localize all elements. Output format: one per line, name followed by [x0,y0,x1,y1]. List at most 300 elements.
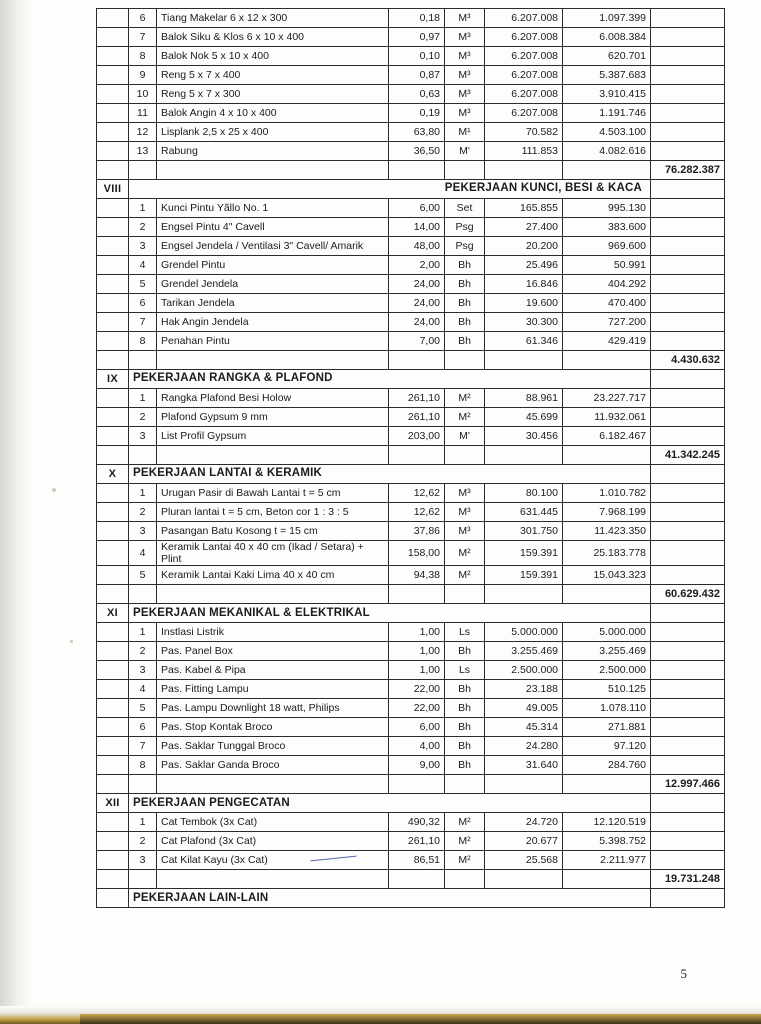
row-description: Pas. Saklar Tunggal Broco [157,737,389,756]
row-total [651,566,725,585]
row-description: Pas. Fitting Lampu [157,680,389,699]
row-description: Engsel Pintu 4" Cavell [157,218,389,237]
row-unit: M² [445,813,485,832]
spacer-cell [389,161,445,180]
row-volume: 1,00 [389,661,445,680]
section-title: PEKERJAAN LANTAI & KERAMIK [129,465,651,484]
table-row [97,256,725,275]
spacer-cell [97,585,129,604]
row-description: Cat Tembok (3x Cat) [157,813,389,832]
table-row [97,237,725,256]
row-roman [97,142,129,161]
spacer-cell [157,161,389,180]
spacer-cell [97,161,129,180]
spacer-cell [485,351,563,370]
row-number: 3 [129,851,157,870]
table-row [97,541,725,566]
spacer-cell [129,775,157,794]
spacer-cell [157,585,389,604]
row-description: Pluran lantai t = 5 cm, Beton cor 1 : 3 : 5 [157,503,389,522]
row-unit: M³ [445,66,485,85]
subtotal-amount: 76.282.387 [651,161,725,180]
row-amount: 995.130 [563,199,651,218]
row-unit: Bh [445,332,485,351]
spacer-cell [129,870,157,889]
row-amount: 969.600 [563,237,651,256]
row-volume: 63,80 [389,123,445,142]
row-roman [97,680,129,699]
row-roman [97,275,129,294]
row-volume: 203,00 [389,427,445,446]
table-row [97,142,725,161]
row-unit-price: 2.500.000 [485,661,563,680]
row-unit-price: 88.961 [485,389,563,408]
row-description: Balok Siku & Klos 6 x 10 x 400 [157,28,389,47]
section-title: PEKERJAAN KUNCI, BESI & KACA [129,180,651,199]
row-unit: Bh [445,737,485,756]
row-volume: 1,00 [389,623,445,642]
row-unit-price: 6.207.008 [485,47,563,66]
spacer-cell [157,446,389,465]
row-roman [97,66,129,85]
spacer-cell [445,775,485,794]
row-volume: 490,32 [389,813,445,832]
table-row [97,66,725,85]
row-description: Pas. Kabel & Pipa [157,661,389,680]
row-amount: 11.423.350 [563,522,651,541]
row-unit: M² [445,851,485,870]
row-roman [97,237,129,256]
row-amount: 1.097.399 [563,9,651,28]
row-unit: M³ [445,9,485,28]
row-number: 13 [129,142,157,161]
row-volume: 0,97 [389,28,445,47]
row-unit: M² [445,832,485,851]
table-row [97,389,725,408]
row-number: 4 [129,541,157,566]
row-amount: 6.008.384 [563,28,651,47]
row-unit: Bh [445,275,485,294]
row-description: List Profil Gypsum [157,427,389,446]
row-unit: M³ [445,484,485,503]
row-total [651,522,725,541]
section-roman: VIII [97,180,129,199]
row-roman [97,484,129,503]
row-unit: M² [445,389,485,408]
page-number: 5 [680,966,687,981]
row-total [651,66,725,85]
table-row [97,218,725,237]
spacer-cell [563,446,651,465]
section-roman: IX [97,370,129,389]
section-header-row [97,465,725,484]
row-description: Reng 5 x 7 x 400 [157,66,389,85]
spacer-cell [97,351,129,370]
row-total [651,142,725,161]
row-unit: Bh [445,756,485,775]
section-roman [97,889,129,908]
table-row [97,661,725,680]
row-unit: M³ [445,104,485,123]
section-total [651,794,725,813]
row-volume: 12,62 [389,484,445,503]
row-description: Grendel Pintu [157,256,389,275]
row-volume: 12,62 [389,503,445,522]
row-number: 6 [129,9,157,28]
row-number: 2 [129,503,157,522]
spacer-cell [563,775,651,794]
spacer-cell [445,351,485,370]
table-row [97,9,725,28]
row-total [651,699,725,718]
row-description: Hak Angin Jendela [157,313,389,332]
spacer-cell [97,775,129,794]
section-roman: X [97,465,129,484]
table-row [97,275,725,294]
boq-table [96,8,725,908]
row-total [651,737,725,756]
row-number: 3 [129,237,157,256]
subtotal-amount: 4.430.632 [651,351,725,370]
row-roman [97,408,129,427]
row-number: 4 [129,256,157,275]
row-amount: 5.000.000 [563,623,651,642]
row-roman [97,699,129,718]
row-roman [97,756,129,775]
row-roman [97,218,129,237]
row-amount: 15.043.323 [563,566,651,585]
row-number: 5 [129,699,157,718]
row-description: Tarikan Jendela [157,294,389,313]
row-volume: 24,00 [389,313,445,332]
row-unit: M² [445,566,485,585]
row-total [651,199,725,218]
spacer-cell [445,870,485,889]
row-unit: M² [445,408,485,427]
row-amount: 620.701 [563,47,651,66]
row-total [651,851,725,870]
row-volume: 2,00 [389,256,445,275]
section-header-row [97,604,725,623]
row-description: Kunci Pintu Yãllo No. 1 [157,199,389,218]
row-description: Pas. Stop Kontak Broco [157,718,389,737]
row-number: 1 [129,623,157,642]
section-title: PEKERJAAN MEKANIKAL & ELEKTRIKAL [129,604,651,623]
row-number: 3 [129,427,157,446]
spacer-cell [445,585,485,604]
spacer-cell [129,446,157,465]
row-total [651,275,725,294]
row-number: 1 [129,199,157,218]
row-amount: 470.400 [563,294,651,313]
table-row [97,699,725,718]
spacer-cell [389,446,445,465]
row-total [651,332,725,351]
row-description: Engsel Jendela / Ventilasi 3" Cavell/ Amarik [157,237,389,256]
subtotal-row [97,775,725,794]
subtotal-row [97,446,725,465]
row-unit: M³ [445,28,485,47]
table-row [97,85,725,104]
row-number: 7 [129,313,157,332]
row-unit: M¹ [445,123,485,142]
row-volume: 7,00 [389,332,445,351]
row-unit-price: 25.568 [485,851,563,870]
row-unit-price: 20.677 [485,832,563,851]
row-roman [97,47,129,66]
row-roman [97,566,129,585]
section-roman: XI [97,604,129,623]
section-total [651,889,725,908]
row-unit-price: 45.699 [485,408,563,427]
row-amount: 1.191.746 [563,104,651,123]
row-volume: 14,00 [389,218,445,237]
row-amount: 5.387.683 [563,66,651,85]
row-volume: 261,10 [389,389,445,408]
spacer-cell [97,870,129,889]
row-total [651,642,725,661]
row-unit-price: 30.456 [485,427,563,446]
subtotal-row [97,351,725,370]
row-total [651,123,725,142]
section-title: PEKERJAAN LAIN-LAIN [129,889,651,908]
row-number: 5 [129,566,157,585]
row-volume: 0,18 [389,9,445,28]
row-unit-price: 61.346 [485,332,563,351]
section-header-row [97,889,725,908]
row-number: 1 [129,389,157,408]
row-volume: 36,50 [389,142,445,161]
row-amount: 5.398.752 [563,832,651,851]
row-unit: Bh [445,313,485,332]
row-number: 3 [129,661,157,680]
table-row [97,832,725,851]
table-row [97,104,725,123]
row-unit-price: 6.207.008 [485,9,563,28]
row-total [651,389,725,408]
row-total [651,661,725,680]
row-roman [97,718,129,737]
row-roman [97,503,129,522]
row-number: 7 [129,737,157,756]
row-total [651,427,725,446]
spacer-cell [97,446,129,465]
row-amount: 284.760 [563,756,651,775]
row-total [651,256,725,275]
table-row [97,718,725,737]
bill-of-quantities-sheet [96,8,724,908]
row-roman [97,851,129,870]
subtotal-amount: 41.342.245 [651,446,725,465]
row-description: Reng 5 x 7 x 300 [157,85,389,104]
subtotal-amount: 12.997.466 [651,775,725,794]
row-total [651,237,725,256]
row-total [651,680,725,699]
row-total [651,541,725,566]
row-unit-price: 111.853 [485,142,563,161]
spacer-cell [485,161,563,180]
row-number: 2 [129,218,157,237]
row-unit: Bh [445,680,485,699]
section-header-row [97,180,725,199]
table-row [97,522,725,541]
row-unit: M³ [445,85,485,104]
subtotal-amount: 60.629.432 [651,585,725,604]
section-total [651,604,725,623]
row-unit: Psg [445,218,485,237]
spacer-cell [157,351,389,370]
row-unit: M³ [445,503,485,522]
row-roman [97,85,129,104]
row-unit: Bh [445,256,485,275]
table-row [97,851,725,870]
row-unit-price: 20.200 [485,237,563,256]
row-roman [97,522,129,541]
spacer-cell [129,351,157,370]
row-number: 8 [129,332,157,351]
row-number: 2 [129,832,157,851]
row-number: 7 [129,28,157,47]
row-amount: 3.910.415 [563,85,651,104]
row-description: Grendel Jendela [157,275,389,294]
row-amount: 25.183.778 [563,541,651,566]
row-unit-price: 5.000.000 [485,623,563,642]
row-unit: Bh [445,699,485,718]
table-row [97,313,725,332]
row-unit: M³ [445,47,485,66]
row-total [651,85,725,104]
row-amount: 50.991 [563,256,651,275]
row-total [651,718,725,737]
row-amount: 271.881 [563,718,651,737]
row-unit: M' [445,142,485,161]
table-row [97,566,725,585]
row-amount: 12.120.519 [563,813,651,832]
row-amount: 1.078.110 [563,699,651,718]
row-roman [97,642,129,661]
row-unit-price: 6.207.008 [485,104,563,123]
scan-speck [70,640,73,643]
row-roman [97,332,129,351]
row-total [651,756,725,775]
row-roman [97,623,129,642]
table-row [97,199,725,218]
row-volume: 37,86 [389,522,445,541]
table-row [97,680,725,699]
spacer-cell [485,870,563,889]
row-volume: 9,00 [389,756,445,775]
row-number: 12 [129,123,157,142]
table-row [97,756,725,775]
row-unit-price: 30.300 [485,313,563,332]
spacer-cell [157,775,389,794]
table-row [97,427,725,446]
row-roman [97,541,129,566]
row-amount: 11.932.061 [563,408,651,427]
row-unit: M³ [445,522,485,541]
row-number: 2 [129,408,157,427]
row-description: Rangka Plafond Besi Holow [157,389,389,408]
row-total [651,218,725,237]
row-number: 8 [129,47,157,66]
row-volume: 24,00 [389,275,445,294]
row-total [651,294,725,313]
row-amount: 4.082.616 [563,142,651,161]
row-description: Pas. Saklar Ganda Broco [157,756,389,775]
row-roman [97,427,129,446]
row-unit-price: 6.207.008 [485,66,563,85]
row-roman [97,123,129,142]
row-roman [97,389,129,408]
row-unit-price: 49.005 [485,699,563,718]
row-amount: 7.968.199 [563,503,651,522]
row-amount: 383.600 [563,218,651,237]
table-row [97,294,725,313]
row-roman [97,9,129,28]
row-roman [97,737,129,756]
row-total [651,832,725,851]
row-unit: M² [445,541,485,566]
row-amount: 727.200 [563,313,651,332]
spacer-cell [445,446,485,465]
row-total [651,813,725,832]
spacer-cell [157,870,389,889]
table-row [97,408,725,427]
table-row [97,123,725,142]
row-description: Penahan Pintu [157,332,389,351]
row-description: Plafond Gypsum 9 mm [157,408,389,427]
row-description: Pas. Panel Box [157,642,389,661]
row-total [651,484,725,503]
section-title: PEKERJAAN PENGECATAN [129,794,651,813]
row-unit-price: 16.846 [485,275,563,294]
row-amount: 2.211.977 [563,851,651,870]
row-description: Lisplank 2,5 x 25 x 400 [157,123,389,142]
row-volume: 22,00 [389,699,445,718]
spacer-cell [129,585,157,604]
table-row [97,813,725,832]
row-amount: 510.125 [563,680,651,699]
spacer-cell [563,351,651,370]
row-volume: 24,00 [389,294,445,313]
section-total [651,465,725,484]
row-unit-price: 159.391 [485,541,563,566]
row-unit-price: 19.600 [485,294,563,313]
spacer-cell [485,585,563,604]
section-header-row [97,370,725,389]
page-edge-shadow [0,0,34,1024]
table-row [97,47,725,66]
spacer-cell [389,775,445,794]
row-unit-price: 45.314 [485,718,563,737]
row-description: Urugan Pasir di Bawah Lantai t = 5 cm [157,484,389,503]
spacer-cell [389,351,445,370]
table-row [97,642,725,661]
row-description: Keramik Lantai Kaki Lima 40 x 40 cm [157,566,389,585]
spacer-cell [563,585,651,604]
row-total [651,47,725,66]
row-number: 6 [129,718,157,737]
row-unit: Ls [445,623,485,642]
row-unit: Psg [445,237,485,256]
spacer-cell [485,446,563,465]
row-description: Cat Plafond (3x Cat) [157,832,389,851]
row-description: Instlasi Listrik [157,623,389,642]
row-volume: 6,00 [389,718,445,737]
row-number: 1 [129,813,157,832]
row-volume: 0,19 [389,104,445,123]
spacer-cell [389,870,445,889]
